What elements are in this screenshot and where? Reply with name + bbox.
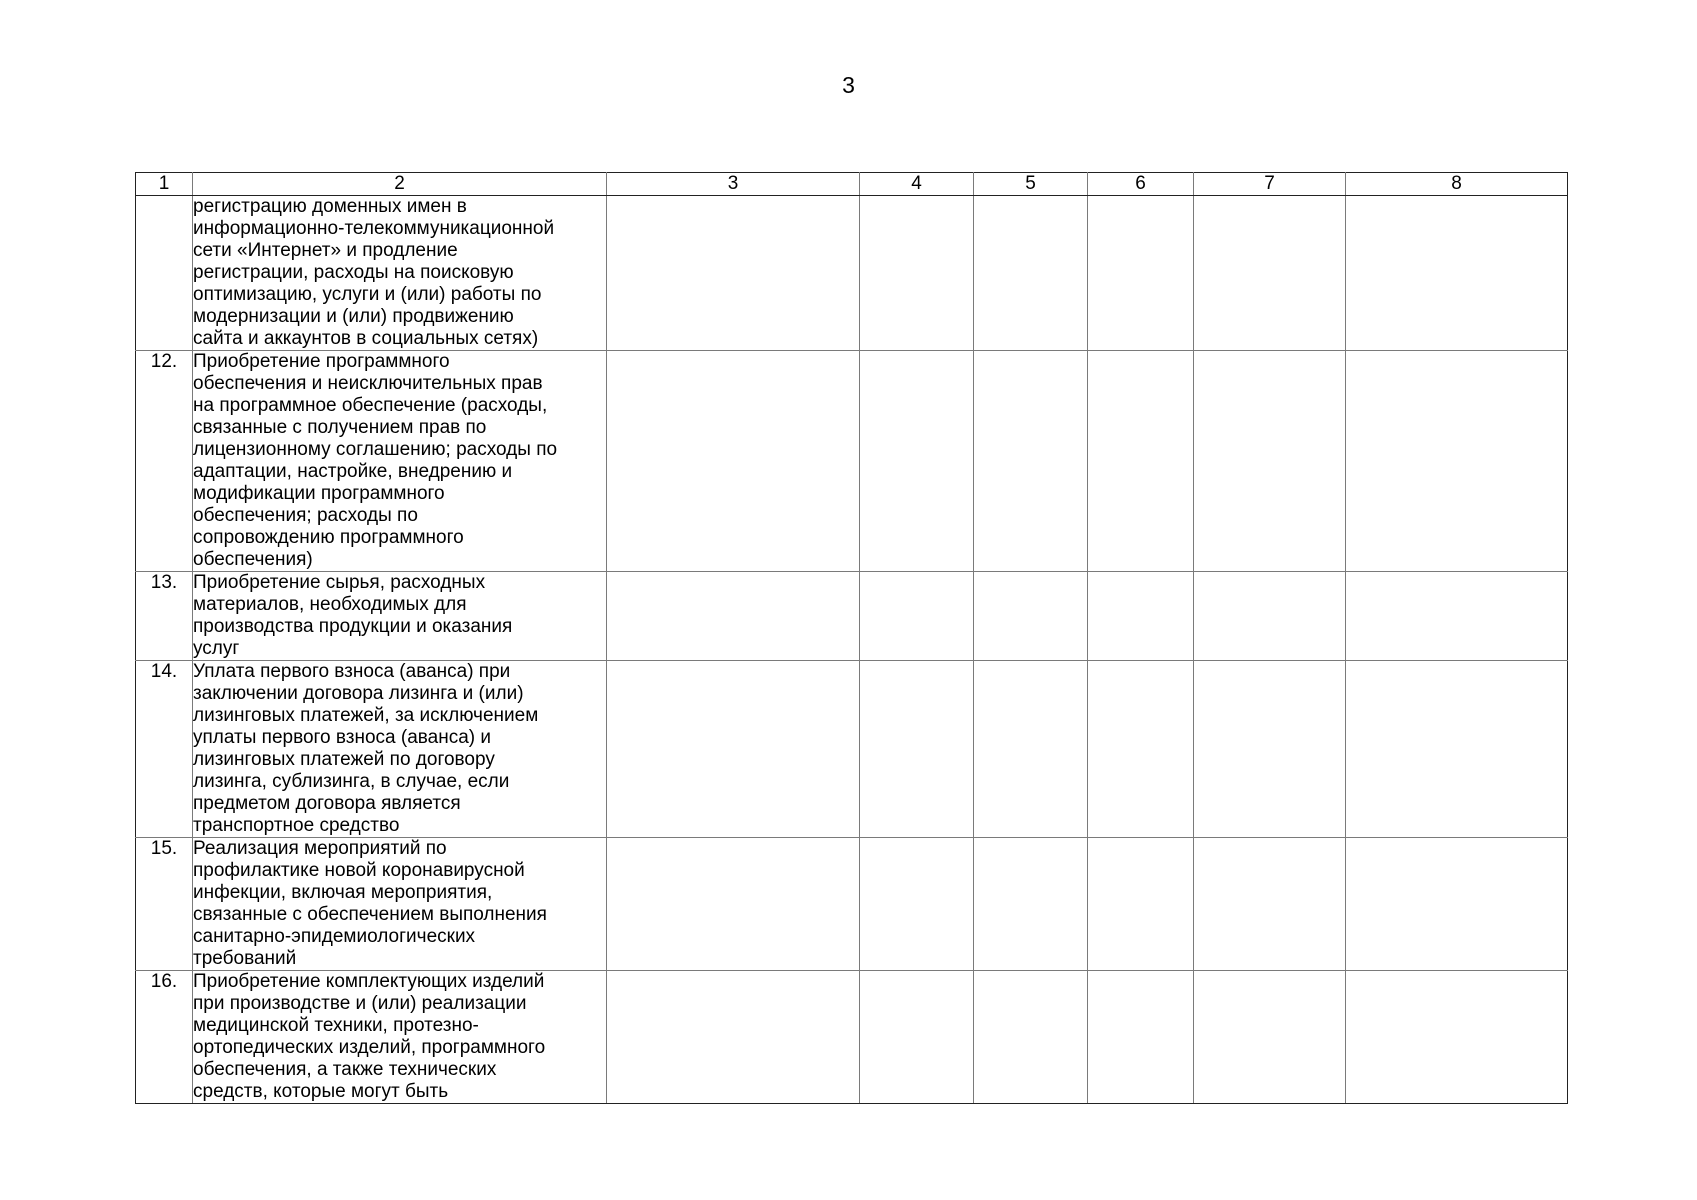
description-line: ортопедических изделий, программного <box>193 1037 546 1058</box>
description-line: инфекции, включая мероприятия, <box>193 882 493 903</box>
description-line: услуг <box>193 638 240 659</box>
column-header: 2 <box>193 173 607 196</box>
empty-cell-col-7 <box>1194 661 1346 838</box>
description-line: обеспечения) <box>193 549 313 570</box>
description-line: Реализация мероприятий по <box>193 838 447 859</box>
table-body <box>136 196 1568 1104</box>
empty-cell-col-3 <box>607 838 860 971</box>
table-row <box>136 196 1568 351</box>
empty-cell-col-6 <box>1088 838 1194 971</box>
empty-cell-col-4 <box>860 661 974 838</box>
empty-cell-col-7 <box>1194 971 1346 1104</box>
empty-cell-col-4 <box>860 971 974 1104</box>
description-line: Приобретение комплектующих изделий <box>193 971 545 992</box>
description-line: средств, которые могут быть <box>193 1081 449 1102</box>
description-line: транспортное средство <box>193 815 400 836</box>
empty-cell-col-6 <box>1088 351 1194 572</box>
row-number: 12. <box>136 351 193 572</box>
empty-cell-col-8 <box>1346 838 1568 971</box>
expense-description <box>193 838 607 971</box>
empty-cell-col-8 <box>1346 351 1568 572</box>
column-header: 7 <box>1194 173 1346 196</box>
description-line: регистрации, расходы на поисковую <box>193 262 514 283</box>
empty-cell-col-5 <box>974 196 1088 351</box>
table-row <box>136 838 1568 971</box>
empty-cell-col-4 <box>860 838 974 971</box>
empty-cell-col-7 <box>1194 572 1346 661</box>
description-line: лизинга, сублизинга, в случае, если <box>193 771 510 792</box>
empty-cell-col-3 <box>607 572 860 661</box>
description-line: заключении договора лизинга и (или) <box>193 683 524 704</box>
description-line: информационно-телекоммуникационной <box>193 218 555 239</box>
description-line: лизинговых платежей, за исключением <box>193 705 539 726</box>
description-line: обеспечения; расходы по <box>193 505 418 526</box>
column-header: 8 <box>1346 173 1568 196</box>
description-line: профилактике новой коронавирусной <box>193 860 525 881</box>
empty-cell-col-8 <box>1346 971 1568 1104</box>
column-header: 1 <box>136 173 193 196</box>
expense-description <box>193 971 607 1104</box>
description-line: предметом договора является <box>193 793 461 814</box>
table-row <box>136 661 1568 838</box>
empty-cell-col-6 <box>1088 661 1194 838</box>
description-line: оптимизацию, услуги и (или) работы по <box>193 284 542 305</box>
empty-cell-col-7 <box>1194 196 1346 351</box>
empty-cell-col-6 <box>1088 971 1194 1104</box>
description-line: при производстве и (или) реализации <box>193 993 527 1014</box>
empty-cell-col-8 <box>1346 661 1568 838</box>
expense-description <box>193 661 607 838</box>
empty-cell-col-3 <box>607 971 860 1104</box>
description-line: модификации программного <box>193 483 445 504</box>
empty-cell-col-7 <box>1194 351 1346 572</box>
column-header: 5 <box>974 173 1088 196</box>
description-line: требований <box>193 948 297 969</box>
description-line: лизинговых платежей по договору <box>193 749 495 770</box>
empty-cell-col-8 <box>1346 572 1568 661</box>
expense-description <box>193 572 607 661</box>
empty-cell-col-6 <box>1088 196 1194 351</box>
empty-cell-col-3 <box>607 196 860 351</box>
description-line: сайта и аккаунтов в социальных сетях) <box>193 328 539 349</box>
empty-cell-col-3 <box>607 351 860 572</box>
row-number <box>136 196 193 351</box>
description-line: лицензионному соглашению; расходы по <box>193 439 558 460</box>
column-header: 6 <box>1088 173 1194 196</box>
empty-cell-col-8 <box>1346 196 1568 351</box>
description-line: регистрацию доменных имен в <box>193 196 467 217</box>
empty-cell-col-3 <box>607 661 860 838</box>
table-row <box>136 351 1568 572</box>
empty-cell-col-4 <box>860 572 974 661</box>
description-line: Приобретение программного <box>193 351 450 372</box>
page-number: 3 <box>842 72 855 98</box>
description-line: обеспечения и неисключительных прав <box>193 373 543 394</box>
empty-cell-col-7 <box>1194 838 1346 971</box>
description-line: сети «Интернет» и продление <box>193 240 458 261</box>
column-header: 3 <box>607 173 860 196</box>
empty-cell-col-5 <box>974 661 1088 838</box>
description-line: модернизации и (или) продвижению <box>193 306 514 327</box>
empty-cell-col-4 <box>860 351 974 572</box>
row-number: 14. <box>136 661 193 838</box>
empty-cell-col-5 <box>974 351 1088 572</box>
row-number: 16. <box>136 971 193 1104</box>
table-row <box>136 971 1568 1104</box>
description-line: материалов, необходимых для <box>193 594 467 615</box>
description-line: медицинской техники, протезно- <box>193 1015 479 1036</box>
empty-cell-col-5 <box>974 971 1088 1104</box>
empty-cell-col-6 <box>1088 572 1194 661</box>
description-line: связанные с обеспечением выполнения <box>193 904 547 925</box>
description-line: санитарно-эпидемиологических <box>193 926 476 947</box>
expense-table <box>135 172 1568 1104</box>
table-header-row <box>136 173 1568 196</box>
column-header: 4 <box>860 173 974 196</box>
description-line: на программное обеспечение (расходы, <box>193 395 548 416</box>
empty-cell-col-5 <box>974 572 1088 661</box>
description-line: обеспечения, а также технических <box>193 1059 497 1080</box>
description-line: Уплата первого взноса (аванса) при <box>193 661 511 682</box>
description-line: связанные с получением прав по <box>193 417 487 438</box>
table-row <box>136 572 1568 661</box>
description-line: производства продукции и оказания <box>193 616 513 637</box>
row-number: 13. <box>136 572 193 661</box>
empty-cell-col-4 <box>860 196 974 351</box>
expense-description <box>193 351 607 572</box>
description-line: Приобретение сырья, расходных <box>193 572 486 593</box>
row-number: 15. <box>136 838 193 971</box>
description-line: адаптации, настройке, внедрению и <box>193 461 513 482</box>
description-line: сопровождению программного <box>193 527 464 548</box>
description-line: уплаты первого взноса (аванса) и <box>193 727 492 748</box>
expense-description <box>193 196 607 351</box>
empty-cell-col-5 <box>974 838 1088 971</box>
